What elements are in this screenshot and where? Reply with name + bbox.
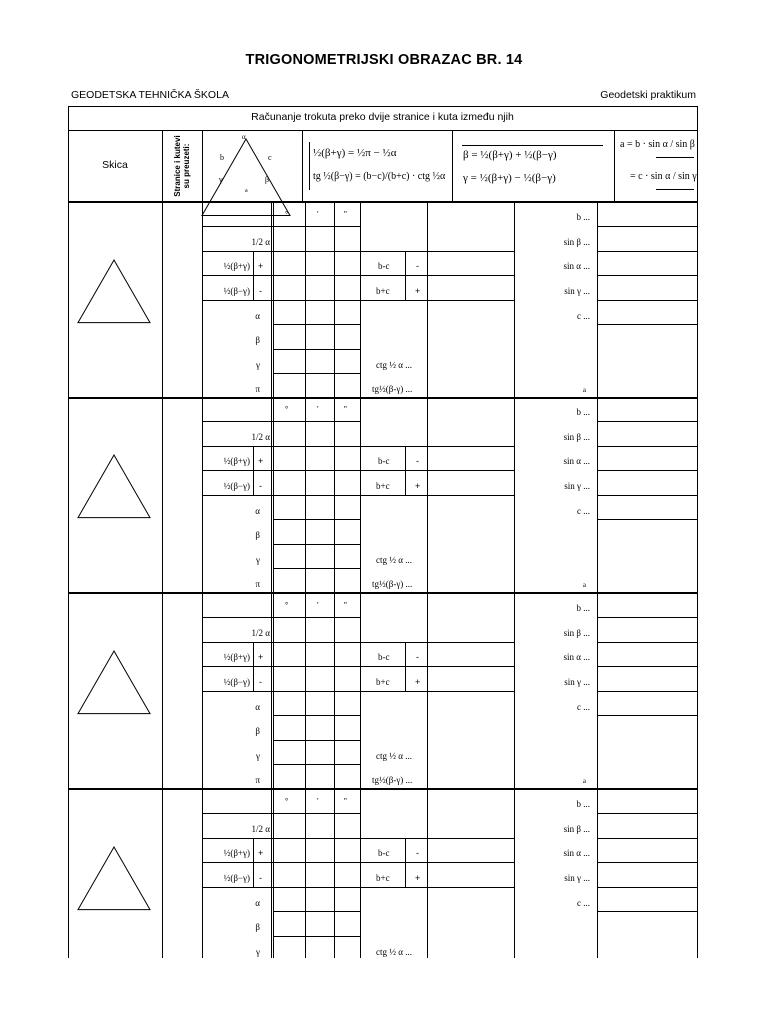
grid-line [202, 691, 360, 692]
half-diff-input[interactable] [274, 862, 360, 887]
c-value-input[interactable] [598, 300, 696, 324]
minus-sign: - [259, 481, 262, 491]
half-sum-input[interactable] [274, 251, 360, 275]
bmc-label: b-c [378, 261, 390, 271]
grid-line [271, 789, 272, 958]
bmc-label: b-c [378, 456, 390, 466]
min-symbol: ' [317, 210, 319, 219]
skica-label: Skica [102, 159, 128, 171]
grid-line [697, 106, 698, 958]
plus-sign: + [258, 848, 264, 858]
grid-line [273, 936, 360, 937]
sec-symbol: " [344, 210, 347, 219]
sinb-value-input[interactable] [598, 617, 696, 642]
sina-value-input[interactable] [598, 838, 696, 862]
r-b-label: b ... [576, 799, 590, 809]
formula-tg: tg ½(β−γ) = (b−c)/(b+c) · ctg ½α [313, 171, 446, 182]
r-sing-label: sin γ ... [564, 677, 590, 687]
grid-line [360, 495, 514, 496]
tg-label: tg½(β-γ) ... [372, 775, 413, 785]
bmc-label: b-c [378, 652, 390, 662]
grid-line [360, 887, 514, 888]
minus-sign-2: - [416, 261, 419, 271]
min-symbol: ' [317, 601, 319, 610]
grid-line [162, 130, 163, 958]
min-symbol: ' [317, 797, 319, 806]
plus-sign-2: + [415, 677, 421, 687]
grid-line [273, 911, 360, 912]
grid-line [302, 130, 303, 201]
sketch-triangle-icon [76, 258, 152, 325]
grid-line [273, 740, 360, 741]
alpha-label: α [255, 898, 260, 908]
r-a-label: a [582, 777, 586, 785]
grid-line [656, 189, 694, 190]
sina-value-input[interactable] [598, 642, 696, 666]
grid-line [68, 106, 698, 107]
deg-symbol: ° [285, 601, 289, 610]
sketch-triangle-icon [76, 649, 152, 716]
r-c-label: c ... [577, 898, 590, 908]
bpc-label: b+c [376, 677, 390, 687]
beta-label: β [255, 922, 260, 932]
r-sina-label: sin α ... [563, 652, 590, 662]
pi-label: π [255, 384, 260, 394]
r-a-label: a [582, 581, 586, 589]
bpc-input[interactable] [428, 666, 513, 691]
sina-value-input[interactable] [598, 446, 696, 470]
grid-line [273, 324, 360, 325]
half-alpha-label: 1/2 α [251, 432, 270, 442]
plus-sign-2: + [415, 481, 421, 491]
grid-line [462, 145, 603, 146]
pi-label: π [255, 579, 260, 589]
r-c-label: c ... [577, 702, 590, 712]
sina-value-input[interactable] [598, 251, 696, 275]
plus-sign-2: + [415, 286, 421, 296]
tg-label: tg½(β-γ) ... [372, 384, 413, 394]
gamma-label: γ [256, 360, 260, 370]
r-c-label: c ... [577, 311, 590, 321]
ctg-label: ctg ½ α ... [376, 555, 412, 565]
minus-sign: - [259, 873, 262, 883]
grid-line [597, 324, 697, 325]
tri-label-gamma: γ [219, 175, 223, 184]
half-sum-label: ½(β+γ) [223, 456, 250, 466]
minus-sign: - [259, 286, 262, 296]
grid-line [273, 544, 360, 545]
grid-line [597, 911, 697, 912]
half-diff-input[interactable] [274, 666, 360, 691]
plus-sign: + [258, 456, 264, 466]
formula-gamma: γ = ½(β+γ) − ½(β−γ) [463, 172, 556, 184]
minus-sign-2: - [416, 456, 419, 466]
half-diff-input[interactable] [274, 275, 360, 300]
r-sinb-label: sin β ... [563, 432, 590, 442]
r-sinb-label: sin β ... [563, 824, 590, 834]
half-diff-label: ½(β−γ) [223, 873, 250, 883]
minus-sign-2: - [416, 848, 419, 858]
half-alpha-input[interactable] [274, 617, 360, 642]
deg-symbol: ° [285, 405, 289, 414]
r-c-label: c ... [577, 506, 590, 516]
grid-line [656, 157, 694, 158]
sing-value-input[interactable] [598, 470, 696, 495]
r-sing-label: sin γ ... [564, 481, 590, 491]
tri-label-alpha: α [242, 133, 246, 141]
formula-a-sinb: a = b · sin α / sin β [620, 139, 695, 150]
grid-line [273, 519, 360, 520]
b-value-input[interactable] [598, 593, 696, 617]
tg-label: tg½(β-γ) ... [372, 579, 413, 589]
minus-sign: - [259, 677, 262, 687]
grid-line [614, 130, 615, 201]
header-triangle-icon [200, 137, 292, 218]
c-value-input[interactable] [598, 495, 696, 519]
sinb-value-input[interactable] [598, 813, 696, 838]
grid-line [452, 130, 453, 201]
half-diff-label: ½(β−γ) [223, 481, 250, 491]
beta-label: β [255, 726, 260, 736]
alpha-label: α [255, 311, 260, 321]
deg-symbol: ° [285, 210, 289, 219]
r-sina-label: sin α ... [563, 261, 590, 271]
r-sinb-label: sin β ... [563, 628, 590, 638]
r-sing-label: sin γ ... [564, 873, 590, 883]
grid-line [273, 764, 360, 765]
r-sinb-label: sin β ... [563, 237, 590, 247]
gamma-label: γ [256, 751, 260, 761]
half-sum-input[interactable] [274, 642, 360, 666]
c-value-input[interactable] [598, 691, 696, 715]
half-alpha-input[interactable] [274, 226, 360, 251]
half-alpha-input[interactable] [274, 813, 360, 838]
r-a-label: a [582, 386, 586, 394]
sing-value-input[interactable] [598, 275, 696, 300]
plus-sign: + [258, 261, 264, 271]
bmc-input[interactable] [428, 838, 513, 862]
b-value-input[interactable] [598, 202, 696, 226]
header-caption: Računanje trokuta preko dvije stranice i kuta između njih [251, 111, 514, 123]
grid-line [309, 142, 310, 190]
half-alpha-label: 1/2 α [251, 824, 270, 834]
beta-label: β [255, 530, 260, 540]
c-value-input[interactable] [598, 887, 696, 911]
half-diff-label: ½(β−γ) [223, 286, 250, 296]
grid-line [202, 300, 360, 301]
bmc-input[interactable] [428, 446, 513, 470]
bpc-input[interactable] [428, 275, 513, 300]
bmc-input[interactable] [428, 642, 513, 666]
sing-value-input[interactable] [598, 666, 696, 691]
half-sum-input[interactable] [274, 838, 360, 862]
r-b-label: b ... [576, 212, 590, 222]
grid-line [202, 130, 203, 958]
plus-sign-2: + [415, 873, 421, 883]
gamma-label: γ [256, 947, 260, 957]
tri-label-c: c [268, 153, 272, 162]
alpha-label: α [255, 506, 260, 516]
sides-label: Stranice i kutevi su preuzeti: [173, 135, 191, 197]
minus-sign-2: - [416, 652, 419, 662]
grid-line [202, 887, 360, 888]
grid-line [597, 519, 697, 520]
grid-line [514, 202, 515, 397]
bpc-label: b+c [376, 481, 390, 491]
formula-half-sum: ½(β+γ) = ½π − ½α [313, 147, 397, 159]
b-value-input[interactable] [598, 397, 696, 421]
bmc-label: b-c [378, 848, 390, 858]
grid-line [360, 691, 514, 692]
r-b-label: b ... [576, 603, 590, 613]
bpc-label: b+c [376, 873, 390, 883]
bpc-label: b+c [376, 286, 390, 296]
grid-line [202, 495, 360, 496]
half-sum-input[interactable] [274, 446, 360, 470]
grid-line [273, 349, 360, 350]
sec-symbol: " [344, 405, 347, 414]
half-diff-input[interactable] [274, 470, 360, 495]
plus-sign: + [258, 652, 264, 662]
r-sina-label: sin α ... [563, 456, 590, 466]
school-name: GEODETSKA TEHNIČKA ŠKOLA [71, 89, 229, 101]
grid-line [273, 715, 360, 716]
sketch-triangle-icon [76, 453, 152, 520]
grid-line [514, 593, 515, 788]
ctg-label: ctg ½ α ... [376, 360, 412, 370]
half-alpha-label: 1/2 α [251, 237, 270, 247]
sec-symbol: " [344, 601, 347, 610]
page-title: TRIGONOMETRIJSKI OBRAZAC BR. 14 [245, 52, 523, 68]
r-b-label: b ... [576, 407, 590, 417]
course-name: Geodetski praktikum [600, 89, 696, 101]
ctg-label: ctg ½ α ... [376, 947, 412, 957]
tri-label-a: a [245, 188, 248, 194]
bpc-input[interactable] [428, 862, 513, 887]
half-diff-label: ½(β−γ) [223, 677, 250, 687]
b-value-input[interactable] [598, 789, 696, 813]
grid-line [273, 373, 360, 374]
grid-line [514, 789, 515, 958]
half-alpha-label: 1/2 α [251, 628, 270, 638]
grid-line [597, 715, 697, 716]
grid-line [68, 106, 69, 958]
grid-line [360, 300, 514, 301]
grid-line [514, 397, 515, 592]
pi-label: π [255, 775, 260, 785]
formula-a-sing: = c · sin α / sin γ [630, 171, 697, 182]
min-symbol: ' [317, 405, 319, 414]
sing-value-input[interactable] [598, 862, 696, 887]
ctg-label: ctg ½ α ... [376, 751, 412, 761]
grid-line [360, 789, 361, 958]
sinb-value-input[interactable] [598, 421, 696, 446]
tri-label-beta: β [265, 175, 270, 184]
formula-beta: β = ½(β+γ) + ½(β−γ) [463, 149, 557, 161]
beta-label: β [255, 335, 260, 345]
deg-symbol: ° [285, 797, 289, 806]
half-alpha-input[interactable] [274, 421, 360, 446]
r-sina-label: sin α ... [563, 848, 590, 858]
tri-label-b: b [220, 153, 224, 162]
grid-line [273, 568, 360, 569]
half-sum-label: ½(β+γ) [223, 652, 250, 662]
sketch-triangle-icon [76, 845, 152, 912]
half-sum-label: ½(β+γ) [223, 261, 250, 271]
sinb-value-input[interactable] [598, 226, 696, 251]
alpha-label: α [255, 702, 260, 712]
sec-symbol: " [344, 797, 347, 806]
gamma-label: γ [256, 555, 260, 565]
bmc-input[interactable] [428, 251, 513, 275]
half-sum-label: ½(β+γ) [223, 848, 250, 858]
bpc-input[interactable] [428, 470, 513, 495]
r-sing-label: sin γ ... [564, 286, 590, 296]
